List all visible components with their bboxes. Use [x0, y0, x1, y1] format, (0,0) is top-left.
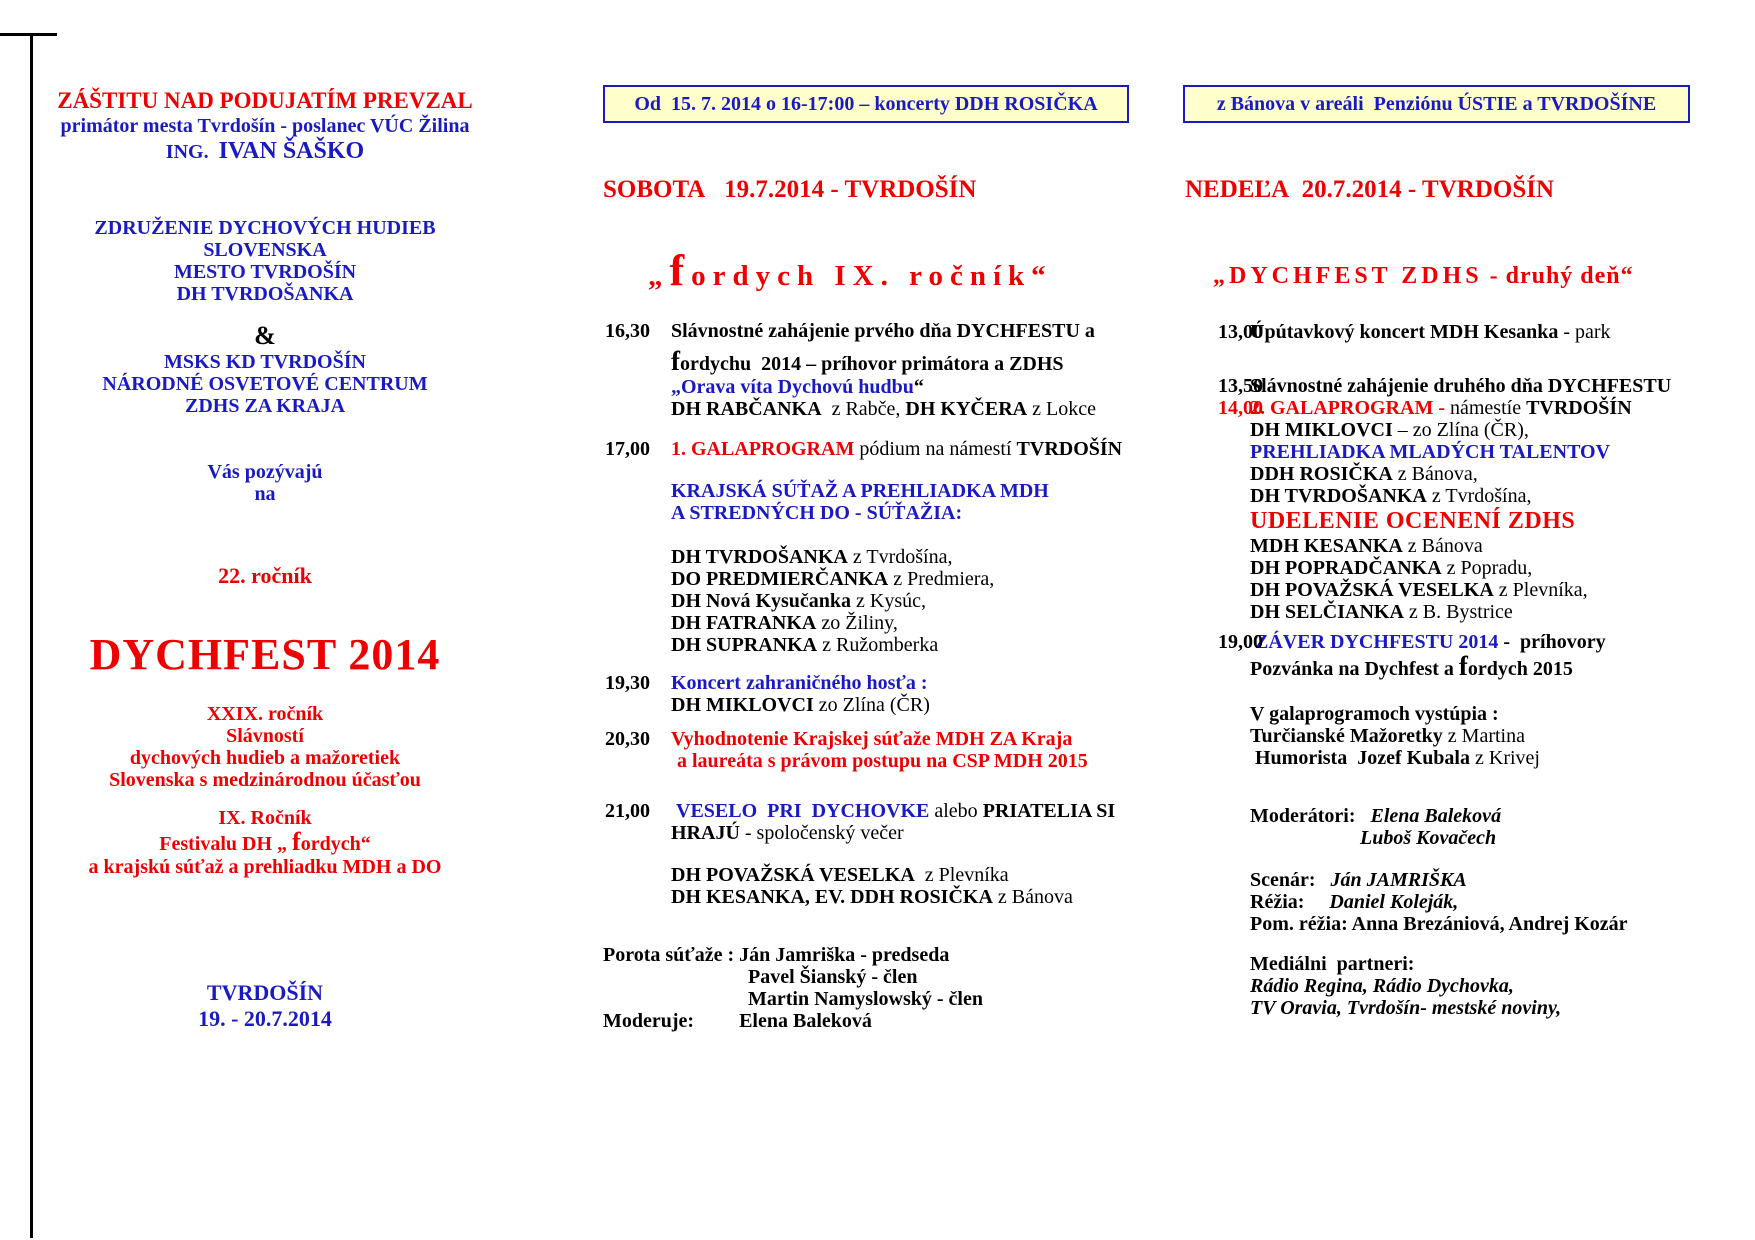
text-segment: DH SUPRANKA: [671, 634, 818, 656]
text-line: [55, 483, 475, 505]
text-line: [1185, 891, 1725, 913]
text-segment: DH POVAŽSKÁ VESELKA: [671, 864, 915, 886]
text-line: [1185, 975, 1725, 997]
text-segment: - spoločenský večer: [739, 822, 904, 844]
text-segment: pódium na námestí: [854, 438, 1017, 460]
text-segment: DH TVRDOŠANKA: [671, 546, 848, 568]
text-segment: Daniel Koleják,: [1329, 891, 1459, 913]
text-line: [1185, 419, 1725, 441]
text-segment: ZÁŠTITU NAD PODUJATÍM PREVZAL: [57, 88, 473, 113]
info-box-concerts: Od 15. 7. 2014 o 16-17:00 – koncerty DDH ROSIČKA: [603, 85, 1129, 123]
text-segment: TVRDOŠÍN: [1016, 438, 1123, 460]
text-line: [1185, 441, 1725, 463]
text-line: [1185, 725, 1725, 747]
text-segment: z Bánova,: [1392, 463, 1478, 485]
text-line: [1185, 703, 1725, 725]
schedule-item: [603, 728, 1178, 750]
text-line: [55, 217, 475, 239]
text-segment: z Kysúc,: [851, 590, 927, 612]
text-segment: dychových hudieb a mažoretiek: [129, 747, 401, 769]
text-line: [55, 138, 475, 165]
text-segment: ZDHS ZA KRAJA: [184, 395, 346, 417]
text-segment: alebo: [929, 800, 983, 822]
text-segment: primátor mesta Tvrdošín - poslanec VÚC Žilina: [60, 115, 470, 137]
text-line: [55, 563, 475, 589]
text-segment: a krajskú súťaž a prehliadku MDH a DO: [88, 856, 442, 878]
text-segment: z Popradu,: [1441, 557, 1533, 579]
text-segment: 1. GALAPROGRAM: [671, 438, 855, 460]
text-segment: z Lokce: [1027, 398, 1096, 420]
page-border-top-line: [0, 33, 57, 36]
info-box-venue: z Bánova v areáli Penziónu ÚSTIE a TVRDOŠÍNE: [1183, 85, 1690, 123]
text-segment: Slovenska s medzinárodnou účasťou: [109, 769, 421, 791]
text-line: [1185, 507, 1725, 535]
text-line: [603, 864, 1178, 886]
text-segment: 22. ročník: [218, 563, 312, 588]
text-segment: - park: [1558, 321, 1611, 343]
saturday-schedule: [603, 320, 1178, 1032]
text-segment: DH Nová Kysučanka: [671, 590, 852, 612]
text-line: [1185, 827, 1725, 849]
text-segment: MSKS KD TVRDOŠÍN: [164, 351, 366, 373]
text-segment: Pozvánka na Dychfest a: [1250, 658, 1459, 680]
text-segment: DYCHFEST 2014: [89, 630, 441, 679]
text-segment: Pom. réžia: Anna Brezániová, Andrej Kozár: [1250, 913, 1628, 935]
text-segment: DO PREDMIERČANKA: [671, 568, 889, 590]
time-label: 19,00: [1218, 631, 1263, 653]
text-segment: Turčianské Mažoretky: [1250, 725, 1443, 747]
text-line: [55, 114, 475, 138]
text-segment: Luboš Kovačech: [1360, 827, 1497, 849]
text-segment: DDH ROSIČKA: [1250, 463, 1393, 485]
text-segment: - príhovory: [1498, 631, 1606, 653]
text-segment: ordych“: [300, 833, 371, 855]
text-segment: DH TVRDOŠANKA: [1250, 485, 1427, 507]
text-line: [55, 629, 475, 681]
text-line: [1185, 953, 1725, 975]
text-line: [55, 321, 475, 351]
time-label: 19,30: [605, 672, 650, 694]
fordych-rest: ordych IX. ročník“: [691, 260, 1053, 292]
text-line: [55, 373, 475, 395]
text-segment: ING.: [165, 141, 219, 163]
schedule-item: [603, 672, 1178, 694]
text-segment: DH POVAŽSKÁ VESELKA: [1250, 579, 1494, 601]
text-segment: &: [254, 321, 276, 350]
text-segment: z Plevníka,: [1493, 579, 1588, 601]
text-segment: DH MIKLOVCI: [1250, 419, 1393, 441]
text-line: [603, 944, 1178, 966]
schedule-item: [1185, 321, 1725, 343]
page-border-left-line: [30, 33, 33, 1238]
text-segment: Scenár:: [1250, 869, 1331, 891]
text-segment: MESTO TVRDOŠÍN: [173, 261, 357, 283]
text-segment: IX. Ročník: [218, 807, 312, 829]
text-line: [603, 988, 1178, 1010]
text-line: [55, 88, 475, 114]
text-segment: z Martina: [1442, 725, 1525, 747]
text-segment: Slávností: [226, 725, 304, 747]
text-line: [1185, 747, 1725, 769]
middle-column: [603, 85, 1178, 1032]
text-segment: DH KYČERA: [905, 398, 1028, 420]
text-segment: DH TVRDOŠANKA: [176, 283, 354, 305]
text-segment: ZDRUŽENIE DYCHOVÝCH HUDIEB: [94, 217, 436, 239]
text-segment: z Ružomberka: [817, 634, 939, 656]
text-line: [603, 348, 1178, 376]
text-segment: KRAJSKÁ SÚŤAŽ A PREHLIADKA MDH: [671, 480, 1049, 502]
text-segment: Porota súťaže : Ján Jamriška - predseda: [603, 944, 950, 966]
time-label: 14,00: [1218, 397, 1263, 419]
fordych-subheading: [603, 246, 1178, 295]
text-line: [1185, 535, 1725, 557]
text-segment: Humorista Jozef Kubala: [1255, 747, 1470, 769]
text-line: [603, 480, 1178, 502]
text-line: [55, 1006, 475, 1032]
text-line: [603, 590, 1178, 612]
text-line: [1185, 601, 1725, 623]
text-segment: na: [254, 483, 276, 505]
text-line: [55, 856, 475, 878]
text-segment: DH RABČANKA: [671, 398, 822, 420]
text-segment: z Krivej: [1470, 747, 1540, 769]
text-line: [603, 376, 1178, 398]
text-line: [55, 829, 475, 856]
text-segment: SLOVENSKA: [203, 239, 327, 261]
text-line: [55, 747, 475, 769]
text-segment: Ján JAMRIŠKA: [1330, 869, 1467, 891]
subheading-suffix: - druhý deň“: [1482, 263, 1634, 289]
text-line: [603, 546, 1178, 568]
text-line: [603, 502, 1178, 524]
text-segment: Martin Namyslowský - člen: [748, 988, 983, 1010]
text-segment: ZÁVER DYCHFESTU 2014: [1250, 631, 1499, 653]
text-segment: A STREDNÝCH DO - SÚŤAŽIA:: [671, 502, 963, 524]
text-segment: zo Žiliny,: [816, 612, 898, 634]
text-segment: z Bánova: [1402, 535, 1483, 557]
subheading-main: „DYCHFEST ZDHS: [1213, 263, 1483, 289]
text-segment: DH KESANKA, EV. DDH ROSIČKA: [671, 886, 993, 908]
text-line: [1185, 869, 1725, 891]
text-segment: NÁRODNÉ OSVETOVÉ CENTRUM: [102, 373, 428, 395]
text-segment: z Predmiera,: [888, 568, 995, 590]
text-line: [1185, 913, 1725, 935]
text-segment: z Bánova: [992, 886, 1073, 908]
text-segment: z Tvrdošína,: [847, 546, 953, 568]
text-segment: f: [671, 346, 680, 376]
text-segment: námestíe: [1444, 397, 1527, 419]
text-line: [603, 694, 1178, 716]
text-segment: V galaprogramoch vystúpia :: [1250, 703, 1499, 725]
time-label: 13,00: [1218, 321, 1263, 343]
schedule-item: [1185, 631, 1725, 653]
text-segment: Réžia:: [1250, 891, 1330, 913]
text-line: [55, 725, 475, 747]
text-line: [603, 966, 1178, 988]
right-column: [1185, 85, 1725, 1019]
text-segment: TVRDOŠÍN: [1526, 397, 1632, 419]
text-segment: a laureáta s právom postupu na CSP MDH 2015: [677, 750, 1088, 772]
text-line: [603, 568, 1178, 590]
left-column: [55, 88, 475, 1032]
text-line: [55, 703, 475, 725]
schedule-item: [1185, 375, 1725, 397]
text-segment: z Tvrdošína,: [1426, 485, 1532, 507]
text-segment: z Rabče,: [821, 398, 906, 420]
text-line: [55, 980, 475, 1006]
text-segment: z B. Bystrice: [1403, 601, 1513, 623]
text-line: [603, 634, 1178, 656]
text-line: [1185, 463, 1725, 485]
time-label: 17,00: [605, 438, 650, 460]
text-segment: TVRDOŠÍN: [206, 980, 324, 1005]
text-segment: UDELENIE OCENENÍ ZDHS: [1250, 508, 1576, 534]
text-segment: PRIATELIA SI: [982, 800, 1116, 822]
text-segment: Úpútavkový koncert MDH Kesanka: [1250, 321, 1559, 343]
time-label: 21,00: [605, 800, 650, 822]
text-line: [603, 1010, 1178, 1032]
text-segment: Vyhodnotenie Krajskej súťaže MDH ZA Kraja: [671, 728, 1073, 750]
text-segment: Pavel Šianský - člen: [748, 966, 918, 988]
text-line: [55, 769, 475, 791]
text-line: [603, 750, 1178, 772]
text-line: [603, 822, 1178, 844]
sunday-heading: NEDEĽA 20.7.2014 - TVRDOŠÍN: [1185, 176, 1555, 203]
text-line: [603, 398, 1178, 420]
saturday-heading: SOBOTA 19.7.2014 - TVRDOŠÍN: [603, 176, 977, 203]
text-line: [55, 283, 475, 305]
schedule-item: [1185, 397, 1725, 419]
text-line: [1185, 653, 1725, 681]
text-segment: „Orava víta Dychovú hudbu: [671, 376, 914, 398]
text-line: [1185, 557, 1725, 579]
text-line: [603, 886, 1178, 908]
text-segment: zo Zlína (ČR): [813, 694, 930, 716]
text-segment: IVAN ŠAŠKO: [218, 138, 365, 164]
text-segment: Rádio Regina, Rádio Dychovka,: [1250, 975, 1514, 997]
time-label: 16,30: [605, 320, 650, 342]
text-line: [1185, 485, 1725, 507]
text-segment: Moderátori:: [1250, 805, 1371, 827]
time-label: 13,50: [1218, 375, 1263, 397]
dychfest-zdhs-subheading: [1185, 261, 1725, 291]
text-segment: DH SELČIANKA: [1250, 601, 1404, 623]
text-segment: Slávnostné zahájenie prvého dňa DYCHFESTU a: [671, 320, 1095, 342]
text-line: [55, 351, 475, 373]
text-segment: DH POPRADČANKA: [1250, 557, 1442, 579]
fordych-initial-letter: f: [669, 246, 692, 295]
schedule-item: [603, 320, 1178, 342]
text-segment: DH MIKLOVCI: [671, 694, 814, 716]
text-line: [55, 807, 475, 829]
text-segment: DH FATRANKA: [671, 612, 817, 634]
text-segment: VESELO PRI DYCHOVKE: [671, 800, 930, 822]
text-segment: “: [913, 376, 924, 398]
text-line: [55, 239, 475, 261]
text-segment: MDH KESANKA: [1250, 535, 1403, 557]
text-segment: ordych 2015: [1467, 658, 1573, 680]
text-segment: Koncert zahraničného hosťa :: [671, 672, 928, 694]
text-segment: Slávnostné zahájenie druhého dňa DYCHFESTU: [1250, 375, 1672, 397]
schedule-item: [603, 438, 1178, 460]
sunday-schedule: [1185, 321, 1725, 1019]
open-quote: „: [648, 260, 670, 292]
text-segment: Festivalu DH „: [159, 833, 293, 855]
text-line: [1185, 805, 1725, 827]
text-line: [55, 461, 475, 483]
text-segment: z Plevníka: [914, 864, 1009, 886]
text-segment: HRAJÚ: [671, 822, 740, 844]
text-segment: Mediálni partneri:: [1250, 953, 1415, 975]
time-label: 20,30: [605, 728, 650, 750]
text-line: [55, 395, 475, 417]
text-segment: Vás pozývajú: [207, 461, 323, 483]
text-segment: Elena Baleková: [1370, 805, 1502, 827]
text-segment: ordychu 2014 – príhovor primátora a ZDHS: [680, 353, 1064, 375]
text-segment: – zo Zlína (ČR),: [1392, 419, 1529, 441]
text-line: [55, 261, 475, 283]
text-segment: 2. GALAPROGRAM -: [1250, 397, 1445, 419]
text-segment: f: [1458, 651, 1468, 681]
text-segment: PREHLIADKA MLADÝCH TALENTOV: [1250, 441, 1611, 463]
text-segment: TV Oravia, Tvrdošín- mestské noviny,: [1250, 997, 1562, 1019]
text-segment: XXIX. ročník: [206, 703, 324, 725]
text-line: [603, 612, 1178, 634]
text-segment: Elena Baleková: [739, 1010, 872, 1032]
text-segment: 19. - 20.7.2014: [198, 1006, 332, 1031]
text-segment: f: [292, 827, 301, 856]
schedule-item: [603, 800, 1178, 822]
text-line: [1185, 997, 1725, 1019]
text-segment: Moderuje:: [603, 1010, 695, 1032]
text-line: [1185, 579, 1725, 601]
